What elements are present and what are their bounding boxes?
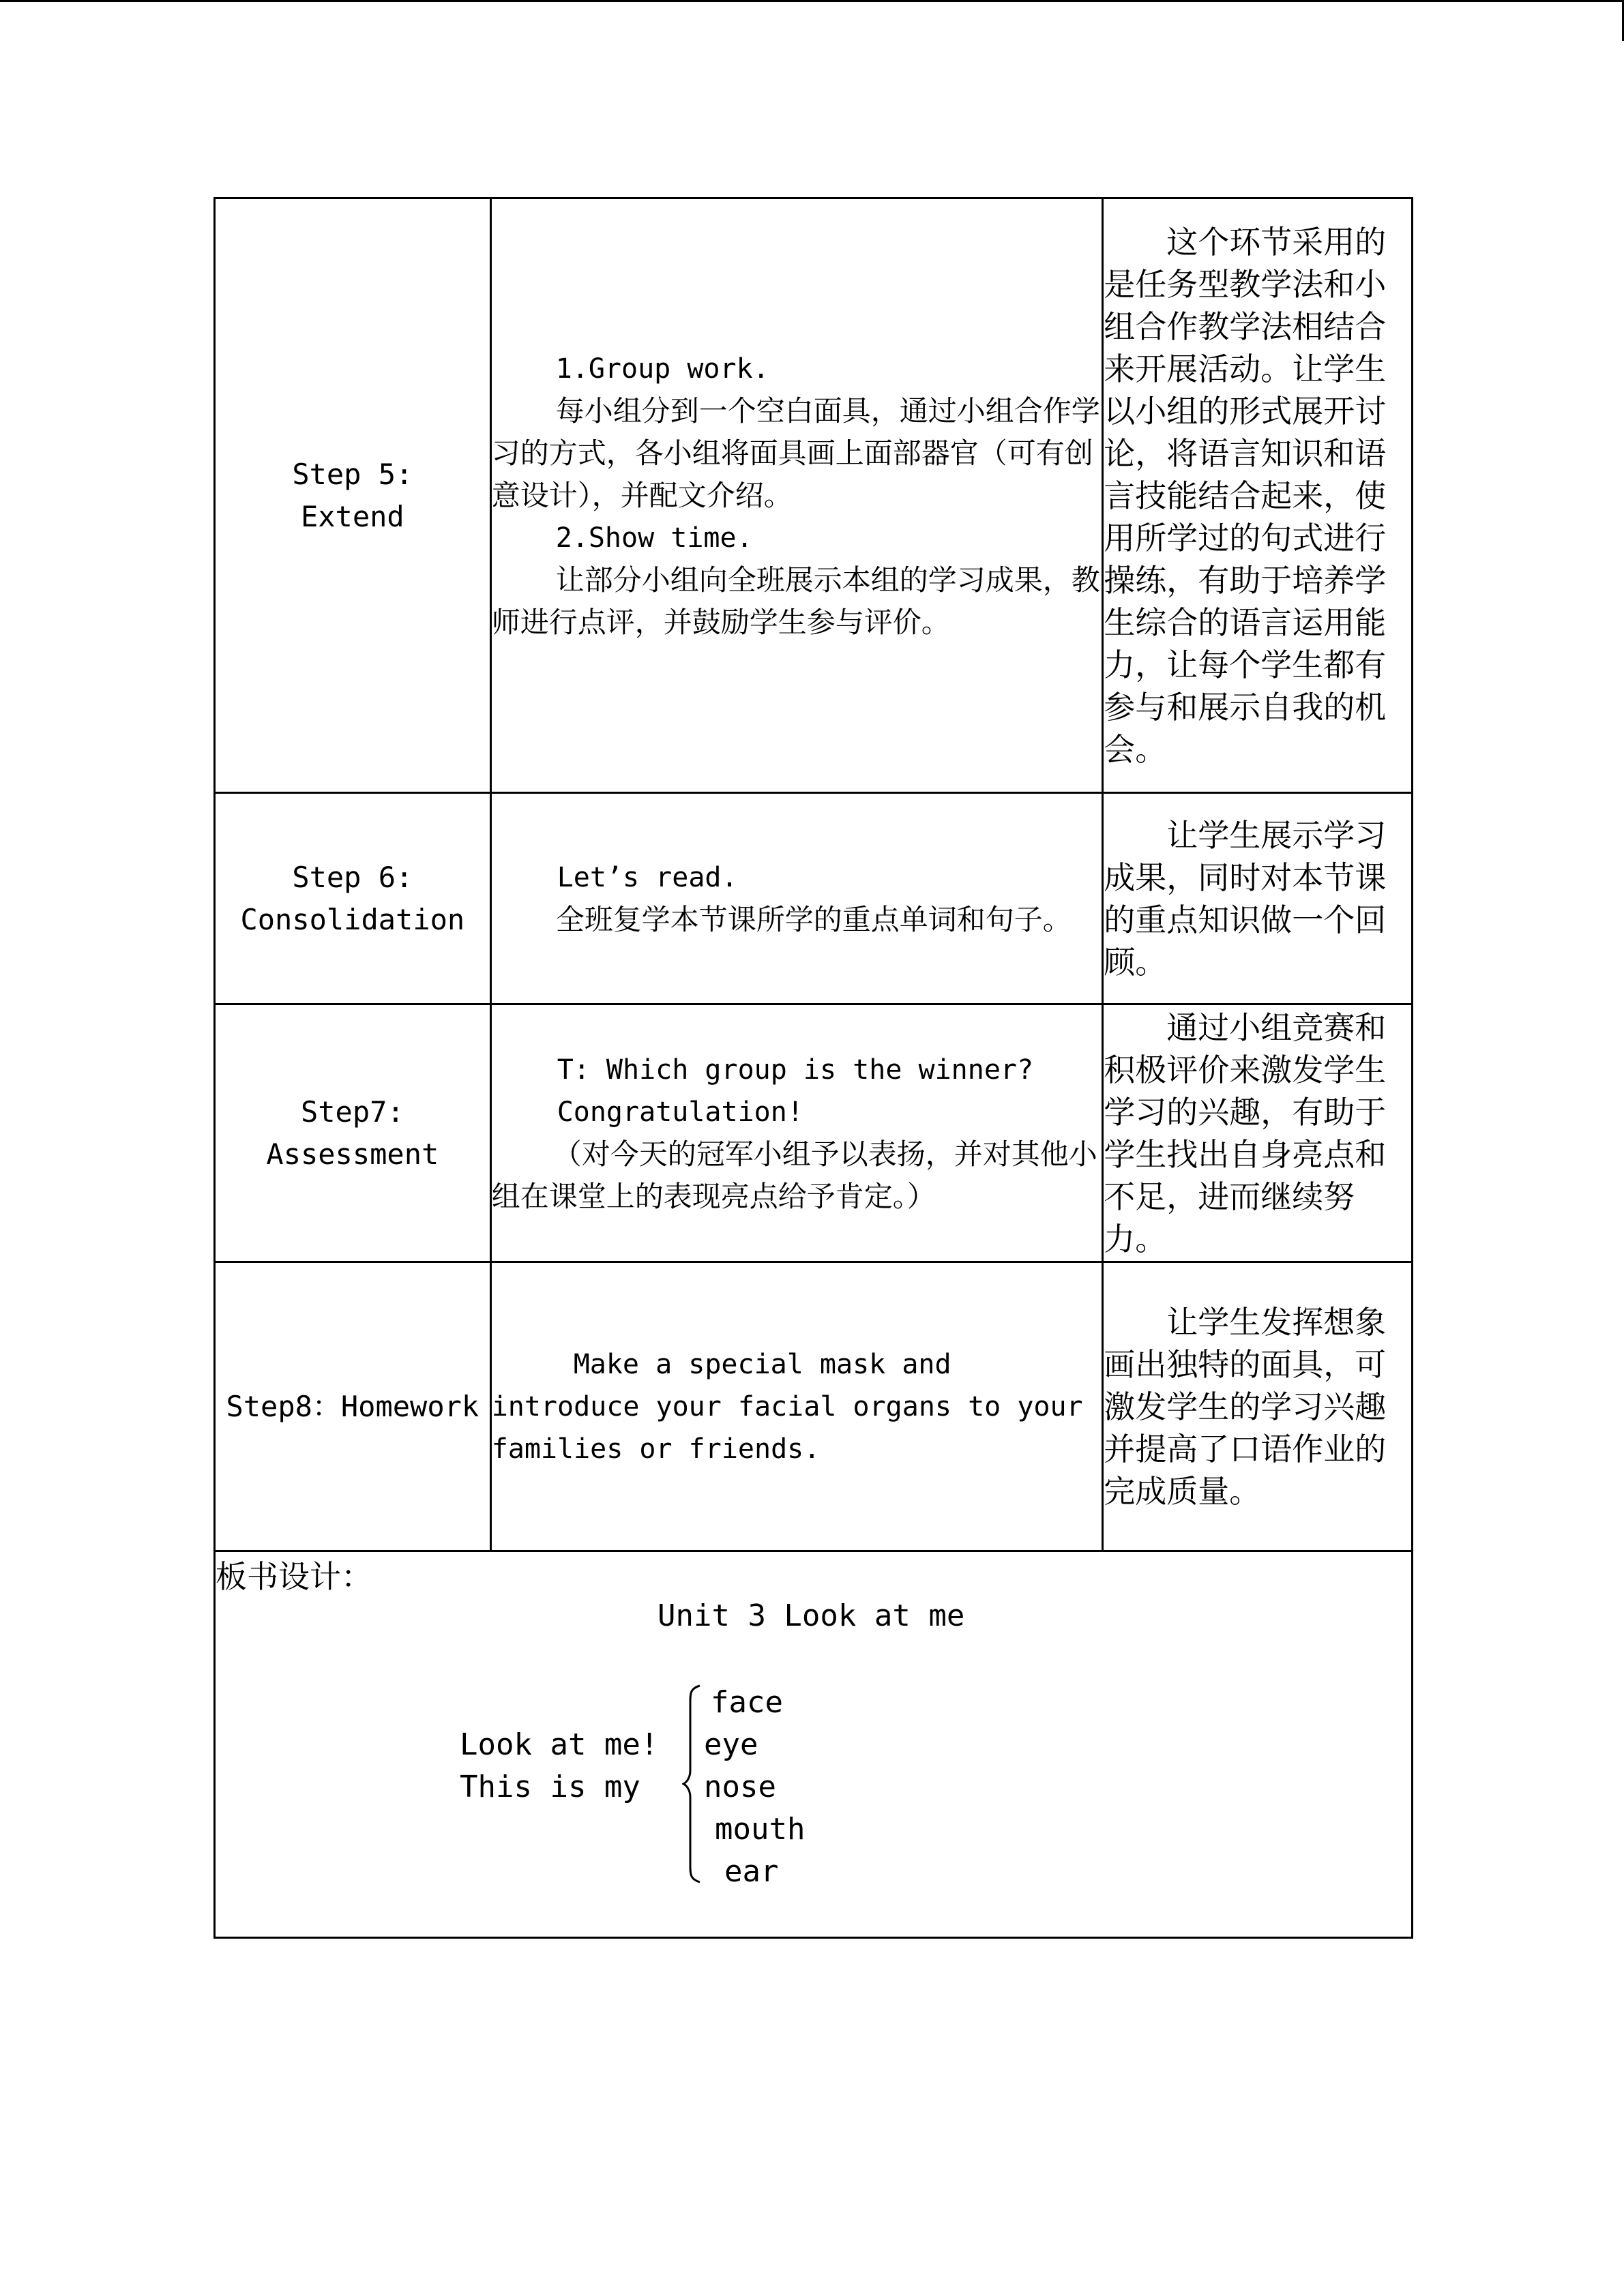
page-top-border (0, 0, 1624, 2)
board-word: ear (724, 1854, 779, 1889)
step-label: Step8：Homework (226, 1389, 479, 1423)
board-word: face (711, 1685, 783, 1720)
table-row (215, 1262, 1413, 1551)
purpose-cell (1103, 793, 1413, 1004)
activity-cell (490, 1262, 1103, 1551)
activity-cell (490, 793, 1103, 1004)
purpose-cell (1103, 198, 1413, 793)
purpose-cell (1103, 1262, 1413, 1551)
curly-brace-icon (682, 1682, 703, 1886)
board-unit-title: Unit 3 Look at me (658, 1598, 965, 1633)
activity-text: 全班复学本节课所学的重点单词和句子。 (555, 902, 1072, 936)
board-sentence: This is my (460, 1770, 640, 1804)
activity-text: 让部分小组向全班展示本组的学习成果，教师进行点评，并鼓励学生参与评价。 (491, 563, 1100, 639)
activity-cell (490, 1004, 1103, 1262)
table-row (215, 1551, 1413, 1938)
step-name: Extend (300, 499, 404, 533)
board-sentence: Look at me! (460, 1727, 659, 1762)
purpose-text: 让学生发挥想象画出独特的面具，可激发学生的学习兴趣并提高了口语作业的完成质量。 (1104, 1303, 1387, 1510)
purpose-text: 通过小组竞赛和积极评价来激发学生学习的兴趣，有助于学生找出自身亮点和不足，进而继续努力。 (1104, 1009, 1387, 1257)
activity-text: Make a special mask and introduce your facial organs to your families or friends. (491, 1348, 1083, 1465)
board-word: nose (704, 1770, 776, 1804)
step-name: Assessment (266, 1137, 439, 1171)
activity-line: 1.Group work. (555, 353, 769, 385)
purpose-text: 让学生展示学习成果，同时对本节课的重点知识做一个回顾。 (1104, 816, 1387, 981)
board-word-list (704, 1682, 805, 1893)
step-cell (215, 793, 491, 1004)
activity-line: Congratulation! (557, 1096, 803, 1128)
purpose-text: 这个环节采用的是任务型教学法和小组合作教学法相结合来开展活动。让学生以小组的形式展开讨论，将语言知识和语言技能结合起来，使用所学过的句式进行操练，有助于培养学生综合的语言运用能力，让每个学生都有参与和展示自我的机会。 (1104, 223, 1387, 768)
table-row (215, 1004, 1413, 1262)
step-label: Step7: (300, 1094, 404, 1129)
step-name: Consolidation (240, 902, 465, 936)
activity-line: 2.Show time. (555, 522, 753, 554)
step-cell (215, 1262, 491, 1551)
board-word: eye (704, 1727, 758, 1762)
activity-cell (490, 198, 1103, 793)
table-row (215, 198, 1413, 793)
purpose-cell (1103, 1004, 1413, 1262)
activity-line: T: Which group is the winner? (557, 1054, 1034, 1086)
board-design-cell (215, 1551, 1413, 1938)
step-cell (215, 1004, 491, 1262)
activity-text: 每小组分到一个空白面具，通过小组合作学习的方式，各小组将面具画上面部器官（可有创意设计），并配文介绍。 (491, 393, 1100, 512)
table-row (215, 793, 1413, 1004)
step-label: Step 6: (292, 860, 413, 894)
lesson-plan-table (213, 197, 1413, 1939)
activity-line: Let’s read. (557, 861, 738, 893)
board-sentences (460, 1724, 658, 1808)
step-label: Step 5: (292, 457, 413, 491)
board-design-label: 板书设计： (216, 1558, 372, 1595)
activity-text: （对今天的冠军小组予以表扬，并对其他小组在课堂上的表现亮点给予肯定。） (491, 1137, 1097, 1213)
step-cell (215, 198, 491, 793)
board-word: mouth (715, 1812, 806, 1847)
